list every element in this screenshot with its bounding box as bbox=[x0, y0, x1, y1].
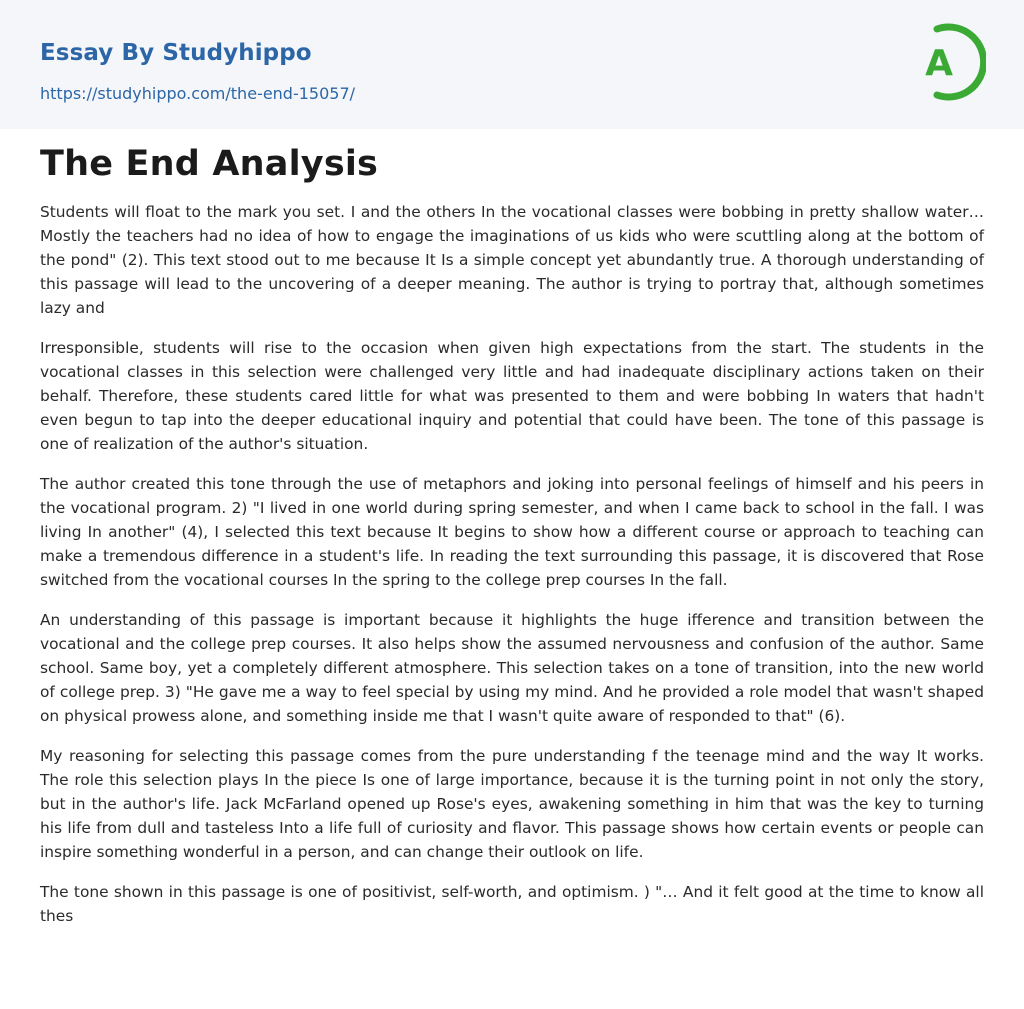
essay-paragraph: An understanding of this passage is important because it highlights the huge ifference and transition between the vocational and the college prep courses. It also helps show the assumed nervousness and confusion of the author. Same school. Same boy, yet a completely different atmosphere. This selection takes on a tone of transition, into the new world of college prep. 3) "He gave me a way to feel special by using my mind. And he provided a role model that wasn't shaped on physical prowess alone, and something inside me that I wasn't quite aware of responded to that" (6). bbox=[40, 611, 984, 725]
logo-letter: A bbox=[925, 43, 953, 84]
essay-paragraph: The author created this tone through the use of metaphors and joking into personal feelings of himself and his peers in the vocational program. 2) "I lived in one world during spring semester, and when I came back to school in the fall. I was living In another" (4), I selected this text because It begins to show how a different course or approach to teaching can make a tremendous difference in a student's life. In reading the text surrounding this passage, it is discovered that Rose switched from the vocational courses In the spring to the college prep courses In the fall. bbox=[40, 475, 984, 589]
essay-paragraph: My reasoning for selecting this passage comes from the pure understanding f the teenage mind and the way It works. The role this selection plays In the piece Is one of large importance, because it is the turning point in not only the story, but in the author's life. Jack McFarland opened up Rose's eyes, awakening something in him that was the key to turning his life from dull and tasteless Into a life full of curiosity and flavor. This passage shows how certain events or people can inspire something wonderful in a person, and can change their outlook on life. bbox=[40, 747, 984, 861]
site-title[interactable]: Essay By Studyhippo bbox=[40, 40, 312, 66]
essay-url-link[interactable]: https://studyhippo.com/the-end-15057/ bbox=[40, 84, 356, 103]
site-header bbox=[0, 0, 1024, 129]
essay-paragraph: Irresponsible, students will rise to the occasion when given high expectations from the start. The students in the vocational classes in this selection were challenged very little and had inadequate disciplinary actions taken on their behalf. Therefore, these students cared little for what was presented to them and were bobbing In waters that hadn't even begun to tap into the deeper educational inquiry and potential that could have been. The tone of this passage is one of realization of the author's situation. bbox=[40, 339, 984, 453]
essay-body bbox=[40, 200, 984, 944]
page-title: The End Analysis bbox=[40, 144, 379, 184]
studyhippo-logo-icon[interactable] bbox=[912, 19, 986, 105]
essay-paragraph: Students will float to the mark you set. I and the others In the vocational classes were bobbing in pretty shallow water… Mostly the teachers had no idea of how to engage the imaginations of us kids who were scuttling along at the bottom of the pond" (2). This text stood out to me because It Is a simple concept yet abundantly true. A thorough understanding of this passage will lead to the uncovering of a deeper meaning. The author is trying to portray that, although sometimes lazy and bbox=[40, 203, 984, 317]
essay-paragraph: The tone shown in this passage is one of positivist, self-worth, and optimism. ) "… And it felt good at the time to know all thes bbox=[40, 883, 984, 925]
